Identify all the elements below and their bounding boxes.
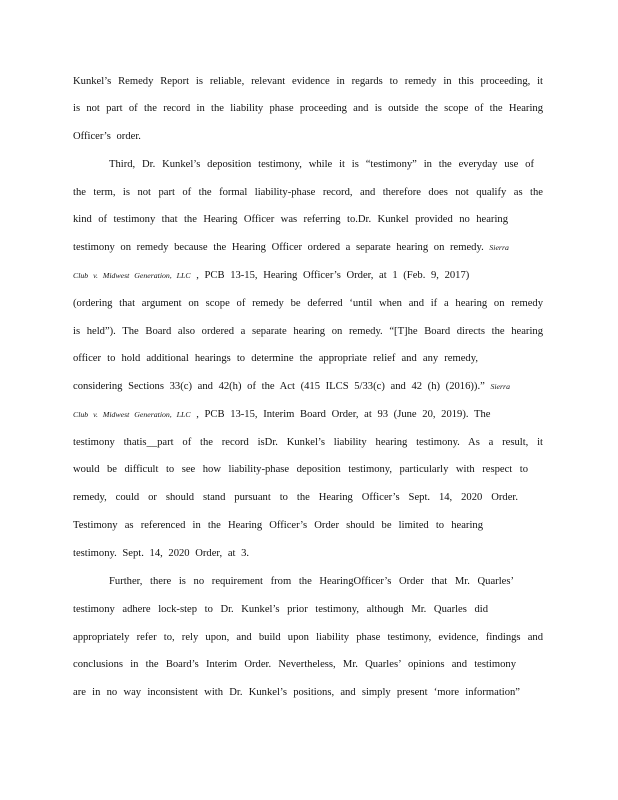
text-line: appropriately refer to, rely upon, and build upon liability phase testimony, evidence, findings and bbox=[73, 632, 543, 643]
text-segment: , PCB 13-15, Hearing Officer’s Order, at 1 (Feb. 9, 2017) bbox=[196, 270, 470, 281]
case-citation: Club v. Midwest Generation, LLC bbox=[73, 410, 191, 419]
text-line: are in no way inconsistent with Dr. Kunkel’s positions, and simply present ‘more information” bbox=[73, 687, 520, 698]
text-line: testimony. Sept. 14, 2020 Order, at 3. bbox=[73, 548, 250, 559]
text-segment: , PCB 13-15, Interim Board Order, at 93 (June 20, 2019). The bbox=[196, 409, 491, 420]
case-citation: Club v. Midwest Generation, LLC bbox=[73, 271, 191, 280]
text-segment: testimony on remedy because the Hearing Officer ordered a separate hearing on remedy. bbox=[73, 242, 484, 253]
text-line-with-citation bbox=[73, 408, 543, 422]
text-line: officer to hold additional hearings to determine the appropriate relief and any remedy, bbox=[73, 353, 478, 364]
text-line: conclusions in the Board’s Interim Order. Nevertheless, Mr. Quarles’ opinions and testimony bbox=[73, 659, 516, 670]
text-line: kind of testimony that the Hearing Officer was referring to.Dr. Kunkel provided no hearing bbox=[73, 214, 508, 225]
text-line-with-citation bbox=[73, 241, 543, 255]
text-line-with-citation bbox=[73, 269, 543, 283]
text-line: would be difficult to see how liability-phase deposition testimony, particularly with respect to bbox=[73, 464, 528, 475]
case-citation: Sierra bbox=[490, 382, 510, 391]
text-line: remedy, could or should stand pursuant to the Hearing Officer’s Sept. 14, 2020 Order. bbox=[73, 492, 518, 503]
text-line: Kunkel’s Remedy Report is reliable, relevant evidence in regards to remedy in this proceeding, it bbox=[73, 76, 543, 87]
text-line: is not part of the record in the liability phase proceeding and is outside the scope of the Hearing bbox=[73, 103, 543, 114]
text-line: Testimony as referenced in the Hearing Officer’s Order should be limited to hearing bbox=[73, 520, 483, 531]
case-citation: Sierra bbox=[489, 243, 509, 252]
text-line-with-citation bbox=[73, 380, 543, 394]
text-line: (ordering that argument on scope of remedy be deferred ‘until when and if a hearing on remedy bbox=[73, 298, 543, 309]
text-segment: considering Sections 33(c) and 42(h) of the Act (415 ILCS 5/33(c) and 42 (h) (2016)).” bbox=[73, 381, 485, 392]
text-line: the term, is not part of the formal liability-phase record, and therefore does not qualify as the bbox=[73, 187, 543, 198]
text-line: Officer’s order. bbox=[73, 131, 141, 142]
text-line: Further, there is no requirement from the HearingOfficer’s Order that Mr. Quarles’ bbox=[109, 576, 514, 587]
text-line: Third, Dr. Kunkel’s deposition testimony, while it is “testimony” in the everyday use of bbox=[109, 159, 534, 170]
text-line: testimony adhere lock-step to Dr. Kunkel’s prior testimony, although Mr. Quarles did bbox=[73, 604, 488, 615]
text-line: is held”). The Board also ordered a separate hearing on remedy. “[T]he Board directs the hearing bbox=[73, 326, 543, 337]
text-line: testimony thatis__part of the record isDr. Kunkel’s liability hearing testimony. As a result, it bbox=[73, 437, 543, 448]
